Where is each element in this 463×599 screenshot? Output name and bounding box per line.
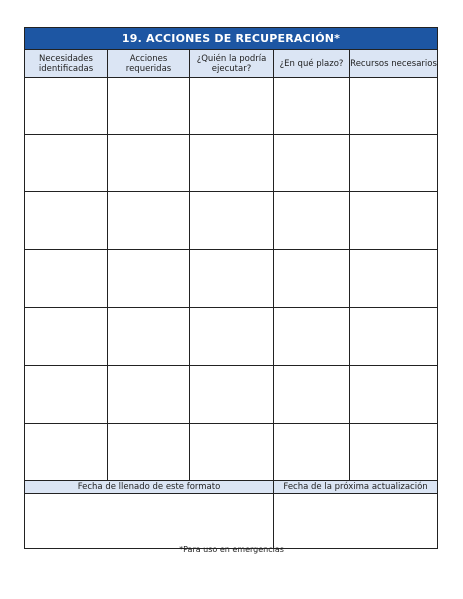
cell-resources[interactable] — [350, 366, 438, 424]
cell-deadline[interactable] — [274, 250, 350, 308]
cell-who[interactable] — [190, 308, 274, 366]
cell-who[interactable] — [190, 135, 274, 192]
cell-resources[interactable] — [350, 78, 438, 135]
column-header-resources: Recursos necesarios — [350, 50, 438, 78]
cell-needs[interactable] — [25, 366, 108, 424]
cell-needs[interactable] — [25, 78, 108, 135]
column-header-actions: Acciones requeridas — [108, 50, 190, 78]
cell-who[interactable] — [190, 250, 274, 308]
cell-needs[interactable] — [25, 192, 108, 250]
cell-deadline[interactable] — [274, 192, 350, 250]
cell-actions[interactable] — [108, 135, 190, 192]
cell-resources[interactable] — [350, 135, 438, 192]
footnote: *Para uso en emergencias — [179, 545, 284, 554]
table-row — [25, 192, 438, 250]
cell-needs[interactable] — [25, 135, 108, 192]
fill-date-field[interactable] — [25, 494, 274, 549]
cell-resources[interactable] — [350, 192, 438, 250]
recovery-actions-table — [24, 27, 438, 549]
column-header-needs: Necesidades identificadas — [25, 50, 108, 78]
recovery-actions-form — [24, 27, 437, 549]
cell-actions[interactable] — [108, 250, 190, 308]
cell-deadline[interactable] — [274, 308, 350, 366]
column-header-deadline: ¿En qué plazo? — [274, 50, 350, 78]
next-update-label: Fecha de la próxima actualización — [274, 481, 438, 494]
cell-resources[interactable] — [350, 250, 438, 308]
fill-date-label: Fecha de llenado de este formato — [25, 481, 274, 494]
cell-actions[interactable] — [108, 192, 190, 250]
cell-deadline[interactable] — [274, 366, 350, 424]
cell-needs[interactable] — [25, 308, 108, 366]
cell-who[interactable] — [190, 424, 274, 481]
cell-who[interactable] — [190, 78, 274, 135]
table-row — [25, 424, 438, 481]
column-header-who: ¿Quién la podría ejecutar? — [190, 50, 274, 78]
cell-actions[interactable] — [108, 424, 190, 481]
cell-deadline[interactable] — [274, 424, 350, 481]
cell-actions[interactable] — [108, 78, 190, 135]
cell-resources[interactable] — [350, 308, 438, 366]
cell-actions[interactable] — [108, 366, 190, 424]
cell-who[interactable] — [190, 366, 274, 424]
table-row — [25, 250, 438, 308]
cell-who[interactable] — [190, 192, 274, 250]
form-title: 19. ACCIONES DE RECUPERACIÓN* — [25, 28, 438, 50]
table-row — [25, 78, 438, 135]
table-row — [25, 366, 438, 424]
cell-resources[interactable] — [350, 424, 438, 481]
next-update-field[interactable] — [274, 494, 438, 549]
cell-deadline[interactable] — [274, 135, 350, 192]
cell-deadline[interactable] — [274, 78, 350, 135]
table-row — [25, 135, 438, 192]
table-row — [25, 308, 438, 366]
cell-actions[interactable] — [108, 308, 190, 366]
cell-needs[interactable] — [25, 424, 108, 481]
cell-needs[interactable] — [25, 250, 108, 308]
